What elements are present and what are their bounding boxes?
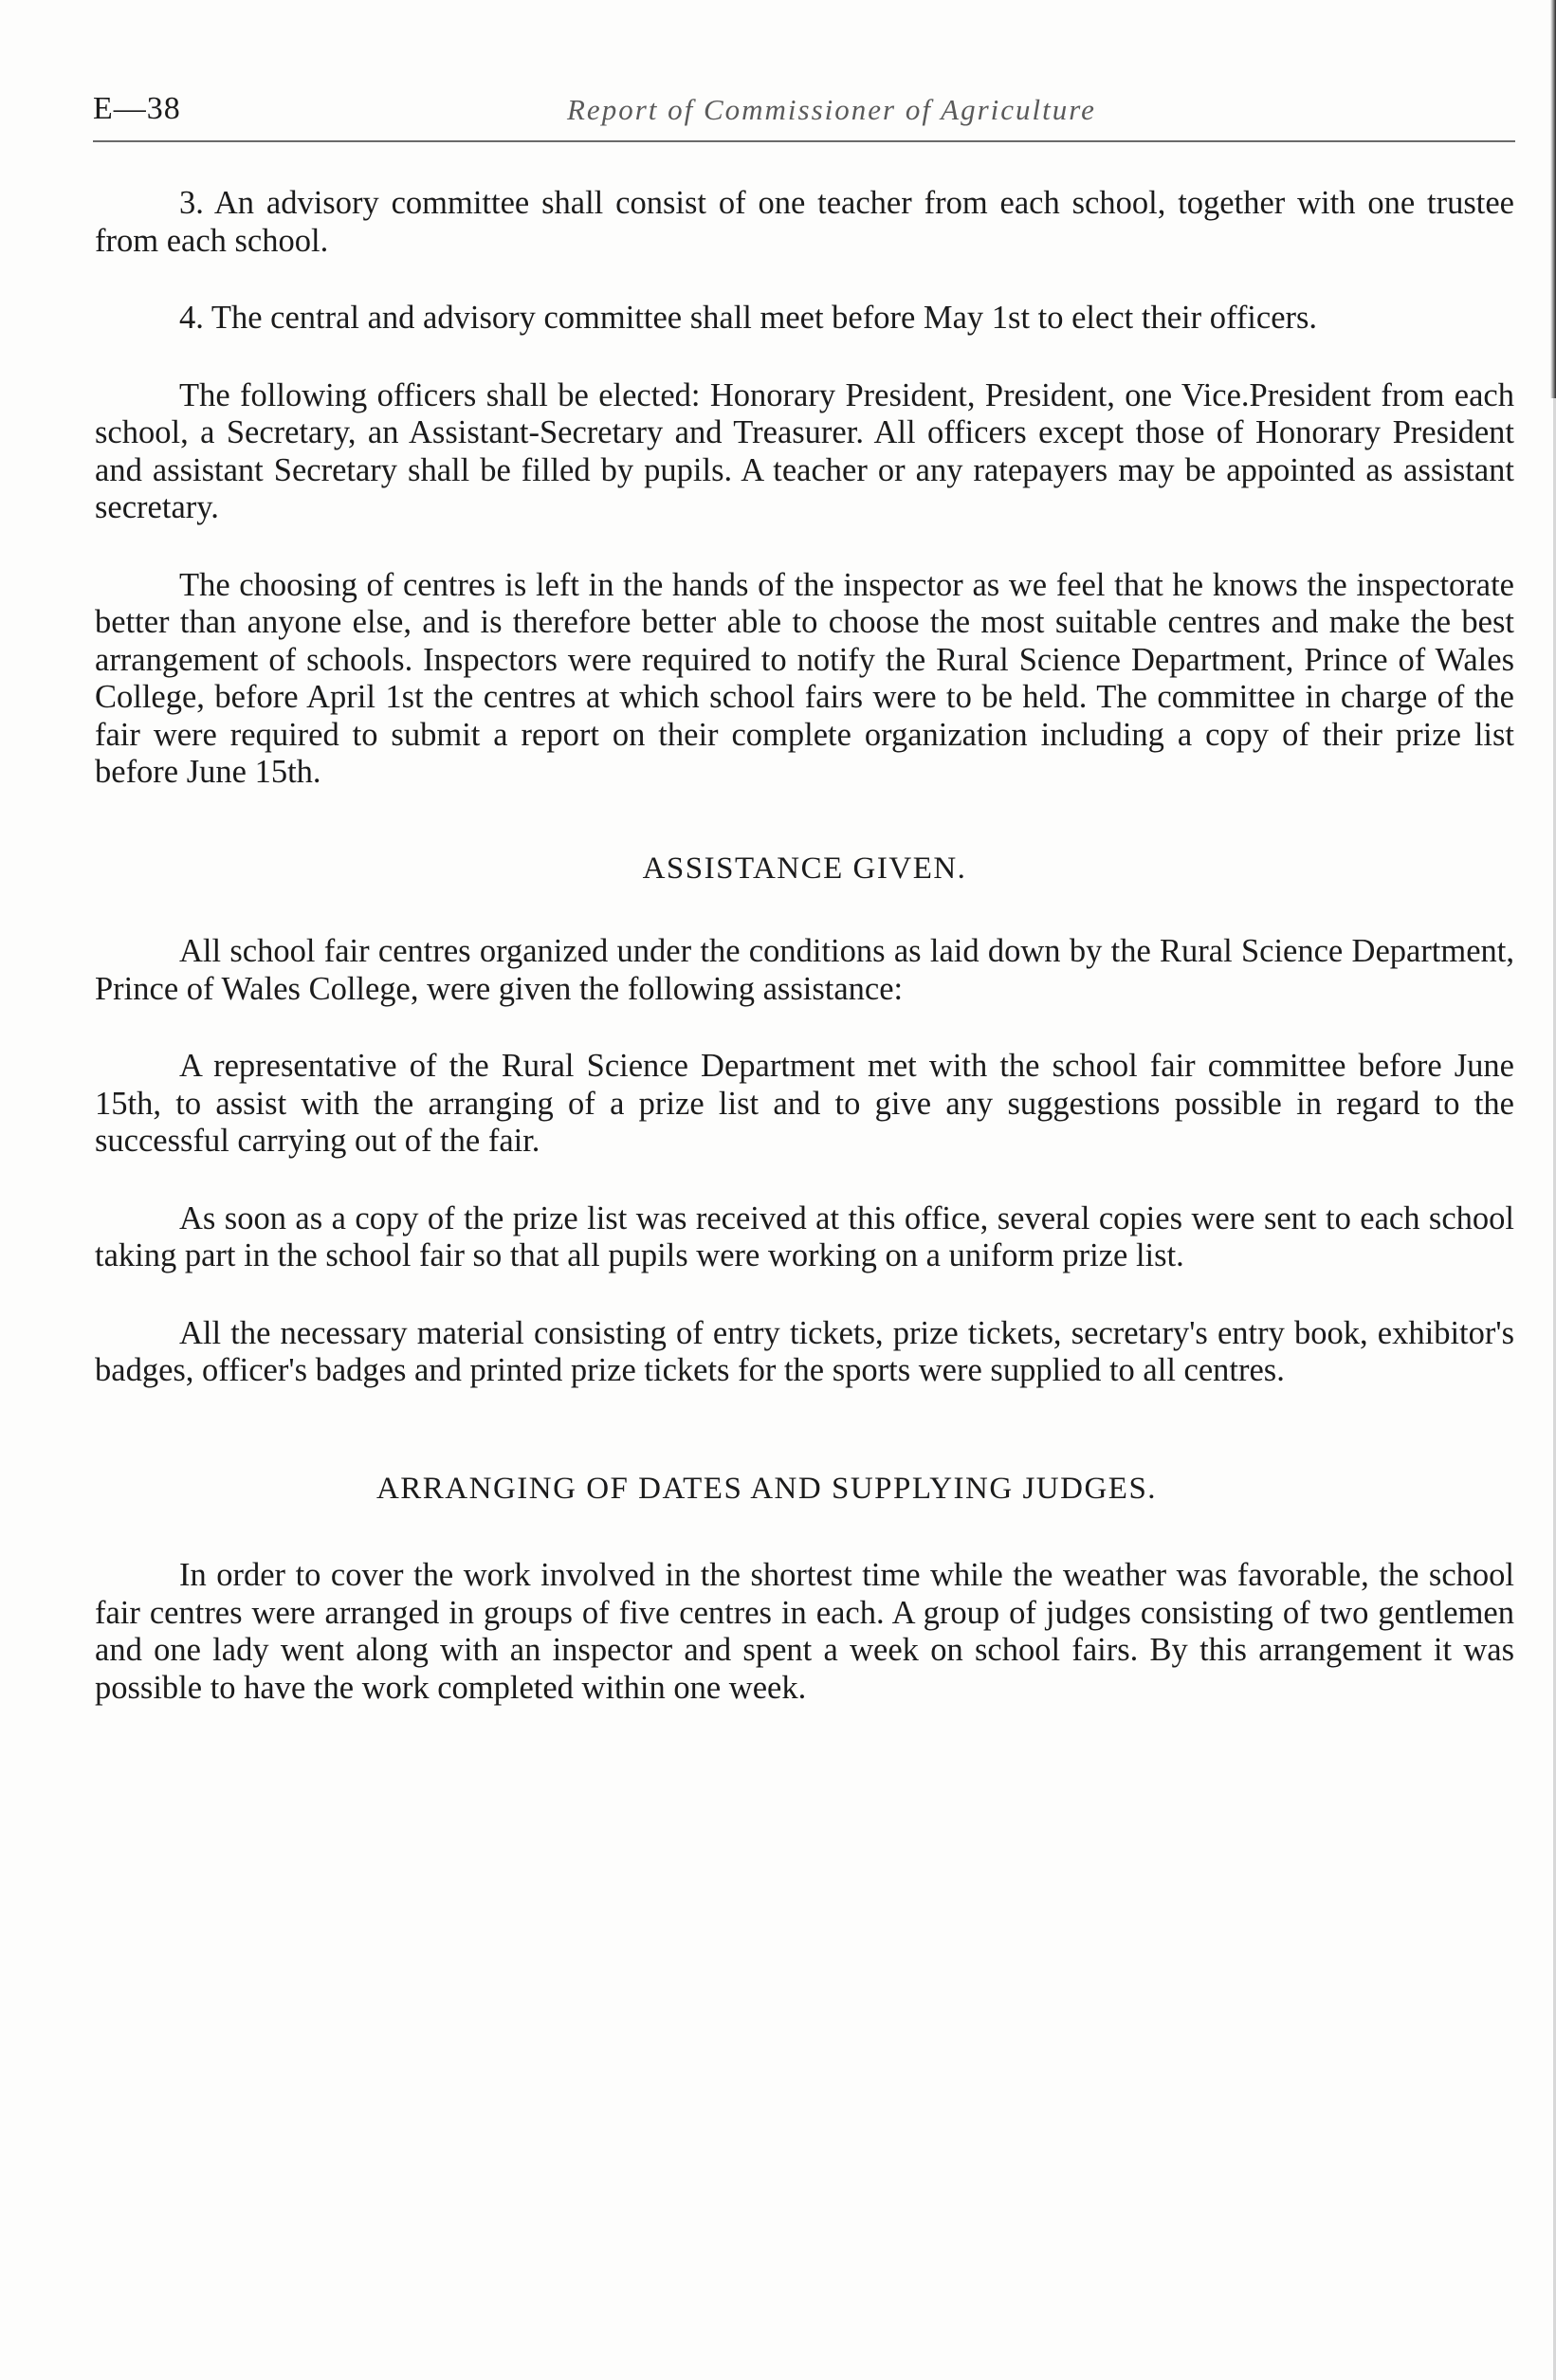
page-header	[93, 91, 1515, 138]
section-heading-assistance: ASSISTANCE GIVEN.	[642, 851, 967, 886]
section-heading-judges: ARRANGING OF DATES AND SUPPLYING JUDGES.	[375, 1471, 1158, 1506]
body-text	[95, 185, 1514, 1747]
paragraph-judges-1: In order to cover the work involved in the shortest time while the weather was favorable, the school fair centres were arranged in groups of five centres in each. A group of judges consisting of two gentlemen and one lady went along with an inspector and spent a week on school fairs. By this arrangement it was possible to have the work completed within one week.	[95, 1557, 1514, 1706]
paragraph-assistance-2: A representative of the Rural Science Department met with the school fair committee before June 15th, to assist with the arranging of a prize list and to give any suggestions possible in regard to the successful carrying out of the fair.	[95, 1048, 1514, 1159]
page-number: E—38	[93, 91, 181, 126]
header-rule	[93, 140, 1515, 142]
paragraph-item-3: 3. An advisory committee shall consist of one teacher from each school, together with one trustee from each school.	[95, 185, 1514, 259]
paragraph-assistance-1: All school fair centres organized under the conditions as laid down by the Rural Science Department, Prince of Wales College, were given the following assistance:	[95, 933, 1514, 1007]
paragraph-officers: The following officers shall be elected: Honorary President, President, one Vice.President from each school, a Secretary, an Assistant-Secretary and Treasurer. All officers except those of Honorary President and assistant Secretary shall be filled by pupils. A teacher or any ratepayers may be appointed as assistant secretary.	[95, 376, 1514, 525]
page-edge-shadow	[1550, 0, 1556, 398]
running-title: Report of Commissioner of Agriculture	[567, 93, 1096, 126]
paragraph-assistance-4: All the necessary material consisting of entry tickets, prize tickets, secretary's entry book, exhibitor's badges, officer's badges and printed prize tickets for the sports were supplied to all centres.	[95, 1314, 1514, 1388]
paragraph-assistance-3: As soon as a copy of the prize list was received at this office, several copies were sent to each school taking part in the school fair so that all pupils were working on a uniform prize list.	[95, 1199, 1514, 1273]
paragraph-item-4: 4. The central and advisory committee shall meet before May 1st to elect their officers.	[179, 300, 1318, 336]
paragraph-centres: The choosing of centres is left in the hands of the inspector as we feel that he knows the inspectorate better than anyone else, and is therefore better able to choose the most suitable centres and make the best arrangement of schools. Inspectors were required to notify the Rural Science Department, Prince of Wales College, before April 1st the centres at which school fairs were to be held. The committee in charge of the fair were required to submit a report on their complete organization including a copy of their prize list before June 15th.	[95, 566, 1514, 790]
